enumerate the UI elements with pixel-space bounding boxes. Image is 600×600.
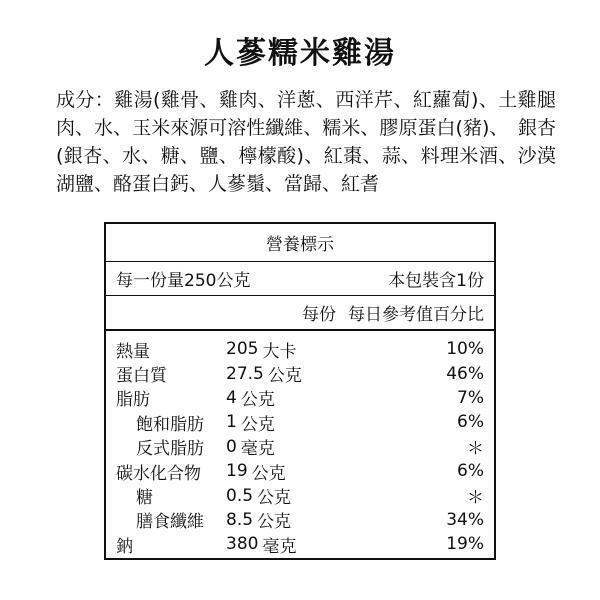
- nutrient-unit: 公克: [240, 414, 275, 435]
- nutrient-daily-value: ＊: [467, 488, 484, 509]
- nutrient-amount: 205: [226, 339, 259, 360]
- nutrient-amount: 4: [226, 387, 237, 408]
- nutrient-unit: 公克: [240, 390, 275, 411]
- nutrient-daily-value: 6%: [457, 412, 484, 433]
- nutrient-row: [106, 386, 494, 410]
- servings-per-package: 本包裝含1份: [388, 271, 484, 291]
- nutrient-name: 蛋白質: [116, 366, 167, 387]
- nutrient-daily-value: 19%: [446, 534, 484, 555]
- nutrient-name: 熱量: [116, 341, 150, 362]
- nutrient-name: 飽和脂肪: [136, 414, 204, 435]
- nutrient-row: [106, 435, 494, 459]
- nutrient-row: [106, 483, 494, 507]
- column-header-row: [106, 296, 494, 331]
- nutrient-unit: 毫克: [240, 439, 275, 460]
- nutrient-daily-value: 6%: [457, 461, 484, 482]
- nutrient-daily-value: 7%: [457, 387, 484, 408]
- nutrient-amount: 19: [226, 461, 248, 482]
- serving-row: [106, 262, 494, 296]
- nutrient-unit: 公克: [251, 463, 286, 484]
- nutrient-row: [106, 410, 494, 434]
- ingredients-text: 成分：雞湯(雞骨、雞肉、洋蔥、西洋芹、紅蘿蔔)、土雞腿肉、水、玉米來源可溶性纖維、糯米、膠原蛋白(豬)、 銀杏(銀杏、水、糖、鹽、檸檬酸)、紅棗、蒜、料理米酒、沙漠湖鹽、酪蛋白鈣、人蔘鬚、當歸、紅耆: [56, 89, 556, 195]
- nutrient-row: [106, 508, 494, 532]
- nutrient-daily-value: ＊: [467, 439, 484, 460]
- serving-size: 每一份量250公克: [116, 271, 251, 291]
- column-per-serving: 每份: [302, 305, 336, 325]
- nutrient-unit: 公克: [267, 366, 302, 387]
- nutrient-name: 脂肪: [116, 390, 150, 411]
- nutrient-name: 糖: [136, 488, 153, 509]
- product-title: 人蔘糯米雞湯: [204, 36, 396, 71]
- nutrient-list: [106, 331, 494, 557]
- nutrient-row: [106, 532, 494, 556]
- nutrient-amount: 380: [226, 534, 259, 555]
- nutrition-facts-table: [104, 222, 496, 560]
- nutrient-row: [106, 337, 494, 361]
- nutrient-name: 碳水化合物: [116, 463, 201, 484]
- nutrient-name: 反式脂肪: [136, 439, 204, 460]
- nutrient-unit: 大卡: [262, 341, 297, 362]
- nutrient-daily-value: 34%: [446, 509, 484, 530]
- column-daily-value: 每日參考值百分比: [348, 305, 484, 325]
- nutrient-amount: 1: [226, 412, 237, 433]
- nutrient-unit: 公克: [257, 488, 292, 509]
- nutrient-amount: 27.5: [226, 363, 264, 384]
- nutrient-row: [106, 459, 494, 483]
- nutrient-daily-value: 46%: [446, 363, 484, 384]
- nutrient-amount: 0.5: [226, 485, 254, 506]
- nutrient-name: 膳食纖維: [136, 512, 204, 533]
- table-heading: 營養標示: [106, 224, 494, 262]
- nutrient-row: [106, 361, 494, 385]
- nutrient-amount: 8.5: [226, 509, 254, 530]
- nutrient-name: 鈉: [116, 536, 133, 557]
- nutrient-amount: 0: [226, 436, 237, 457]
- nutrient-unit: 毫克: [262, 536, 297, 557]
- nutrient-unit: 公克: [257, 512, 292, 533]
- nutrient-daily-value: 10%: [446, 339, 484, 360]
